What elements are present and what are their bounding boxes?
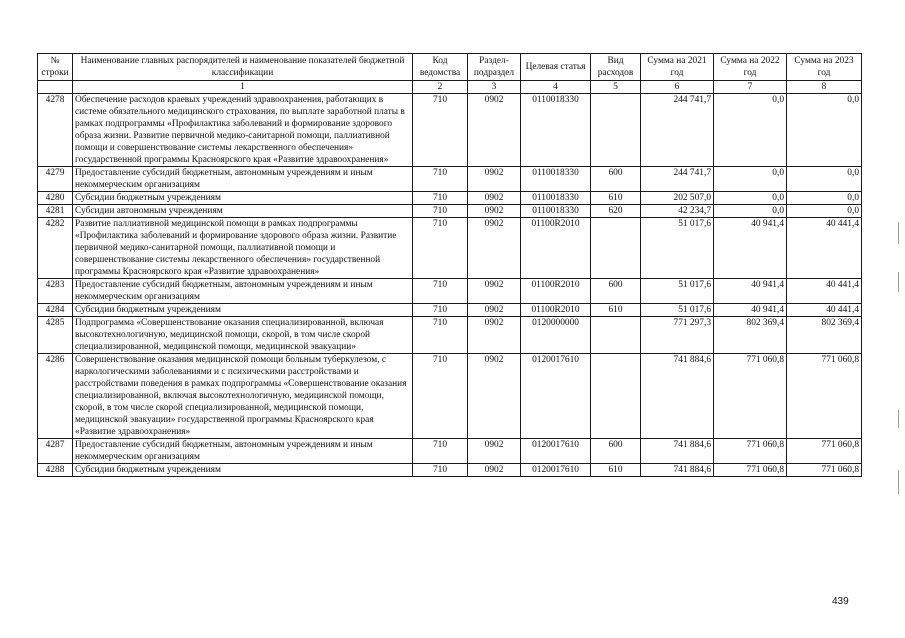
dept-code-cell: 710 [413, 317, 468, 354]
dept-code-cell: 710 [413, 279, 468, 304]
sum-2022-cell: 0,0 [714, 205, 787, 218]
table-row [38, 304, 862, 317]
section-code-cell: 0902 [468, 464, 521, 477]
table-row [38, 218, 862, 279]
table-body [38, 94, 862, 477]
row-name-cell: Предоставление субсидий бюджетным, автономным учреждениям и иным некоммерческим организациям [73, 279, 413, 304]
target-item-cell: 01100R2010 [521, 279, 591, 304]
sum-2021-cell: 741 884,6 [641, 464, 714, 477]
section-code-cell: 0902 [468, 192, 521, 205]
row-number-cell: 4288 [38, 464, 73, 477]
row-name-cell: Субсидии автономным учреждениям [73, 205, 413, 218]
sum-2023-cell: 40 441,4 [787, 279, 862, 304]
sum-2022-cell: 771 060,8 [714, 354, 787, 439]
row-number-cell: 4279 [38, 167, 73, 192]
row-name-cell: Субсидии бюджетным учреждениям [73, 304, 413, 317]
expense-type-cell: 610 [591, 192, 641, 205]
sum-2023-cell: 0,0 [787, 167, 862, 192]
row-name-cell: Развитие паллиативной медицинской помощи в рамках подпрограммы «Профилактика заболеваний и формирование здорового образа жизни. Развитие первичной медико-санитарной помощи, паллиативной помощи и совершенствование системы лекарственного обеспечения» государственной программы Красноярского края «Развитие здравоохранения» [73, 218, 413, 279]
table-row [38, 317, 862, 354]
row-number-cell: 4285 [38, 317, 73, 354]
sum-2021-cell: 42 234,7 [641, 205, 714, 218]
column-number: 7 [714, 81, 787, 94]
table-row [38, 464, 862, 477]
scan-edge-mark [898, 272, 899, 292]
expense-type-cell: 610 [591, 464, 641, 477]
expense-type-cell: 600 [591, 279, 641, 304]
row-name-cell: Предоставление субсидий бюджетным, автономным учреждениям и иным некоммерческим организациям [73, 439, 413, 464]
target-item-cell: 0120000000 [521, 317, 591, 354]
dept-code-cell: 710 [413, 167, 468, 192]
row-number-cell: 4278 [38, 94, 73, 167]
section-code-cell: 0902 [468, 94, 521, 167]
sum-2022-cell: 40 941,4 [714, 304, 787, 317]
sum-2023-cell: 40 441,4 [787, 218, 862, 279]
header-dept-code: Код ведомства [413, 54, 468, 81]
expense-type-cell: 600 [591, 167, 641, 192]
sum-2023-cell: 802 369,4 [787, 317, 862, 354]
dept-code-cell: 710 [413, 354, 468, 439]
sum-2022-cell: 771 060,8 [714, 464, 787, 477]
sum-2023-cell: 40 441,4 [787, 304, 862, 317]
column-number: 2 [413, 81, 468, 94]
table-row [38, 354, 862, 439]
sum-2021-cell: 741 884,6 [641, 439, 714, 464]
budget-table [37, 53, 862, 477]
header-expense-type: Вид расходов [591, 54, 641, 81]
dept-code-cell: 710 [413, 94, 468, 167]
column-number-row [38, 81, 862, 94]
sum-2023-cell: 771 060,8 [787, 439, 862, 464]
dept-code-cell: 710 [413, 218, 468, 279]
dept-code-cell: 710 [413, 205, 468, 218]
header-name: Наименование главных распорядителей и наименование показателей бюджетной классификации [73, 54, 413, 81]
table-row [38, 439, 862, 464]
sum-2023-cell: 0,0 [787, 205, 862, 218]
table-header [38, 54, 862, 94]
sum-2023-cell: 0,0 [787, 192, 862, 205]
dept-code-cell: 710 [413, 464, 468, 477]
column-number [38, 81, 73, 94]
section-code-cell: 0902 [468, 439, 521, 464]
header-sum-2023: Сумма на 2023 год [787, 54, 862, 81]
column-number: 4 [521, 81, 591, 94]
row-number-cell: 4281 [38, 205, 73, 218]
expense-type-cell [591, 317, 641, 354]
target-item-cell: 0110018330 [521, 94, 591, 167]
sum-2022-cell: 40 941,4 [714, 279, 787, 304]
target-item-cell: 0110018330 [521, 167, 591, 192]
table-row [38, 279, 862, 304]
header-target-item: Целевая статья [521, 54, 591, 81]
sum-2021-cell: 244 741,7 [641, 94, 714, 167]
row-name-cell: Совершенствование оказания медицинской помощи больным туберкулезом, с наркологическими заболеваниями и с психическими расстройствами и расстройствами поведения в рамках подпрограммы «Совершенствование оказания специализированной, включая высокотехнологичную, медицинской помощи, скорой, в том числе скорой специализированной, медицинской помощи, медицинской эвакуации» государственной программы Красноярского края «Развитие здравоохранения» [73, 354, 413, 439]
dept-code-cell: 710 [413, 439, 468, 464]
dept-code-cell: 710 [413, 192, 468, 205]
row-number-cell: 4280 [38, 192, 73, 205]
target-item-cell: 0110018330 [521, 205, 591, 218]
target-item-cell: 01100R2010 [521, 304, 591, 317]
target-item-cell: 0120017610 [521, 439, 591, 464]
expense-type-cell: 600 [591, 439, 641, 464]
row-number-cell: 4283 [38, 279, 73, 304]
section-code-cell: 0902 [468, 354, 521, 439]
sum-2022-cell: 771 060,8 [714, 439, 787, 464]
section-code-cell: 0902 [468, 279, 521, 304]
sum-2021-cell: 771 297,3 [641, 317, 714, 354]
target-item-cell: 01100R2010 [521, 218, 591, 279]
section-code-cell: 0902 [468, 167, 521, 192]
table-row [38, 205, 862, 218]
page-number: 439 [832, 596, 849, 607]
table-row [38, 167, 862, 192]
target-item-cell: 0120017610 [521, 464, 591, 477]
sum-2021-cell: 741 884,6 [641, 354, 714, 439]
dept-code-cell: 710 [413, 304, 468, 317]
scan-edge-mark [898, 410, 899, 428]
row-name-cell: Субсидии бюджетным учреждениям [73, 464, 413, 477]
sum-2023-cell: 771 060,8 [787, 464, 862, 477]
sum-2022-cell: 0,0 [714, 94, 787, 167]
row-number-cell: 4284 [38, 304, 73, 317]
sum-2021-cell: 51 017,6 [641, 218, 714, 279]
scan-edge-mark [898, 470, 899, 494]
sum-2023-cell: 771 060,8 [787, 354, 862, 439]
header-row-number: № строки [38, 54, 73, 81]
scan-edge-mark [898, 222, 899, 244]
row-name-cell: Подпрограмма «Совершенствование оказания специализированной, включая высокотехнологичную, медицинской помощи, скорой, в том числе скорой специализированной, медицинской помощи, медицинской эвакуации» [73, 317, 413, 354]
expense-type-cell [591, 94, 641, 167]
expense-type-cell [591, 218, 641, 279]
row-number-cell: 4282 [38, 218, 73, 279]
table-row [38, 94, 862, 167]
column-number: 6 [641, 81, 714, 94]
sum-2021-cell: 51 017,6 [641, 279, 714, 304]
row-name-cell: Субсидии бюджетным учреждениям [73, 192, 413, 205]
sum-2022-cell: 0,0 [714, 192, 787, 205]
sum-2023-cell: 0,0 [787, 94, 862, 167]
section-code-cell: 0902 [468, 317, 521, 354]
section-code-cell: 0902 [468, 218, 521, 279]
sum-2021-cell: 51 017,6 [641, 304, 714, 317]
column-number: 1 [73, 81, 413, 94]
header-sum-2022: Сумма на 2022 год [714, 54, 787, 81]
column-number: 8 [787, 81, 862, 94]
row-name-cell: Обеспечение расходов краевых учреждений здравоохранения, работающих в системе обязательного медицинского страхования, по выплате заработной платы в рамках подпрограммы «Профилактика заболеваний и формирование здорового образа жизни. Развитие первичной медико-санитарной помощи, паллиативной помощи и совершенствование системы лекарственного обеспечения» государственной программы Красноярского края «Развитие здравоохранения» [73, 94, 413, 167]
sum-2021-cell: 202 507,0 [641, 192, 714, 205]
expense-type-cell: 620 [591, 205, 641, 218]
sum-2022-cell: 40 941,4 [714, 218, 787, 279]
column-number: 5 [591, 81, 641, 94]
expense-type-cell: 610 [591, 304, 641, 317]
target-item-cell: 0120017610 [521, 354, 591, 439]
section-code-cell: 0902 [468, 205, 521, 218]
header-row [38, 54, 862, 81]
header-sum-2021: Сумма на 2021 год [641, 54, 714, 81]
section-code-cell: 0902 [468, 304, 521, 317]
sum-2021-cell: 244 741,7 [641, 167, 714, 192]
header-section: Раздел-подраздел [468, 54, 521, 81]
target-item-cell: 0110018330 [521, 192, 591, 205]
row-name-cell: Предоставление субсидий бюджетным, автономным учреждениям и иным некоммерческим организациям [73, 167, 413, 192]
row-number-cell: 4286 [38, 354, 73, 439]
row-number-cell: 4287 [38, 439, 73, 464]
table-row [38, 192, 862, 205]
expense-type-cell [591, 354, 641, 439]
column-number: 3 [468, 81, 521, 94]
sum-2022-cell: 802 369,4 [714, 317, 787, 354]
sum-2022-cell: 0,0 [714, 167, 787, 192]
